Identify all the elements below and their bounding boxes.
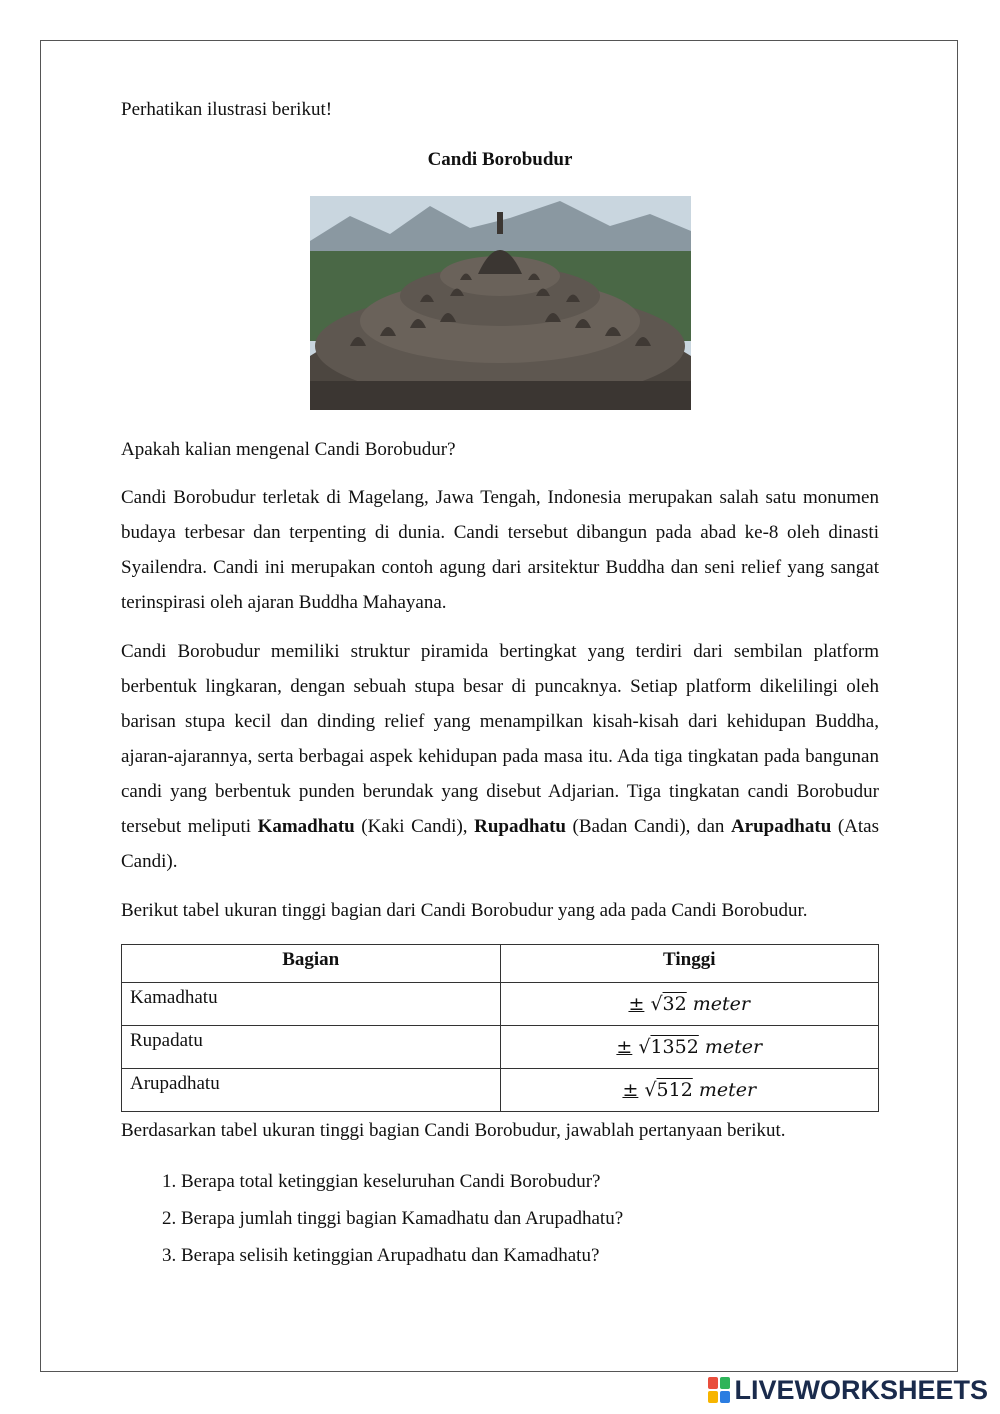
root-sign: √ xyxy=(650,993,663,1015)
list-item: 3. Berapa selisih ketinggian Arupadhatu dan Kamadhatu? xyxy=(181,1237,879,1274)
photo-wall-band xyxy=(310,381,691,410)
term-kamadhatu: Kamadhatu xyxy=(257,816,355,837)
unit: meter xyxy=(704,1036,763,1058)
table-header-row xyxy=(122,945,879,983)
term-rupadhatu: Rupadhatu xyxy=(474,816,566,837)
root-sign: √ xyxy=(644,1079,657,1101)
liveworksheets-brand[interactable] xyxy=(708,1372,988,1408)
image-title: Candi Borobudur xyxy=(427,149,573,170)
plus-minus: ± xyxy=(616,1036,633,1058)
logo-block xyxy=(720,1377,730,1389)
table-row xyxy=(122,1026,879,1069)
paragraph-1: Candi Borobudur terletak di Magelang, Jawa Tengah, Indonesia merupakan salah satu monumen budaya terbesar dan terpenting di dunia. Candi tersebut dibangun pada abad ke-8 oleh dinasti Syailendra. Candi ini merupakan contoh agung dari arsitektur Buddha dan seni relief yang sangat terinspirasi oleh ajaran Buddha Mahayana. xyxy=(121,487,879,613)
list-item: 1. Berapa total ketinggian keseluruhan Candi Borobudur? xyxy=(181,1163,879,1200)
row-tinggi xyxy=(500,1026,879,1069)
worksheet-content xyxy=(121,92,879,1274)
term-kamadhatu-desc: (Kaki Candi), xyxy=(354,816,475,837)
question-list xyxy=(121,1163,879,1274)
row-tinggi xyxy=(500,1069,879,1112)
photo-container xyxy=(121,196,879,410)
table-intro: Berikut tabel ukuran tinggi bagian dari Candi Borobudur yang ada pada Candi Borobudur. xyxy=(121,900,808,921)
height-table xyxy=(121,944,879,1112)
row-bagian: Arupadhatu xyxy=(122,1069,501,1112)
intro-text: Perhatikan ilustrasi berikut! xyxy=(121,99,333,120)
header-bagian: Bagian xyxy=(122,945,501,983)
term-arupadhatu-desc: (Atas Candi). xyxy=(121,816,879,872)
radicand: 1352 xyxy=(650,1036,699,1058)
logo-block xyxy=(708,1391,718,1403)
row-tinggi xyxy=(500,983,879,1026)
list-item: 2. Berapa jumlah tinggi bagian Kamadhatu dan Arupadhatu? xyxy=(181,1200,879,1237)
radicand: 512 xyxy=(656,1079,693,1101)
unit: meter xyxy=(692,993,751,1015)
brand-name: LIVEWORKSHEETS xyxy=(734,1374,988,1405)
table-row xyxy=(122,1069,879,1112)
row-bagian: Rupadatu xyxy=(122,1026,501,1069)
radicand: 32 xyxy=(662,993,687,1015)
photo-stupa-spire xyxy=(497,212,503,234)
logo-block xyxy=(708,1377,718,1389)
term-arupadhatu: Arupadhatu xyxy=(730,816,832,837)
borobudur-photo xyxy=(310,196,691,410)
liveworksheets-logo-icon xyxy=(708,1377,730,1403)
header-tinggi: Tinggi xyxy=(500,945,879,983)
question-text: Apakah kalian mengenal Candi Borobudur? xyxy=(121,439,456,460)
term-rupadhatu-desc: (Badan Candi), dan xyxy=(565,816,731,837)
paragraph-2 xyxy=(121,634,879,879)
logo-block xyxy=(720,1391,730,1403)
plus-minus: ± xyxy=(628,993,645,1015)
unit: meter xyxy=(698,1079,757,1101)
instruction-text: Berdasarkan tabel ukuran tinggi bagian Candi Borobudur, jawablah pertanyaan berikut. xyxy=(121,1120,786,1141)
plus-minus: ± xyxy=(622,1079,639,1101)
table-row xyxy=(122,983,879,1026)
root-sign: √ xyxy=(638,1036,651,1058)
row-bagian: Kamadhatu xyxy=(122,983,501,1026)
paragraph-2-text: Candi Borobudur memiliki struktur piramida bertingkat yang terdiri dari sembilan platform berbentuk lingkaran, dengan sebuah stupa besar di puncaknya. Setiap platform dikelilingi oleh barisan stupa kecil dan dinding relief yang menampilkan kisah-kisah dari kehidupan Buddha, ajaran-ajarannya, serta berbagai aspek kehidupan pada masa itu. Ada tiga tingkatan pada bangunan candi yang berbentuk punden berundak yang disebut Adjarian. Tiga tingkatan candi Borobudur tersebut meliputi xyxy=(121,641,879,837)
